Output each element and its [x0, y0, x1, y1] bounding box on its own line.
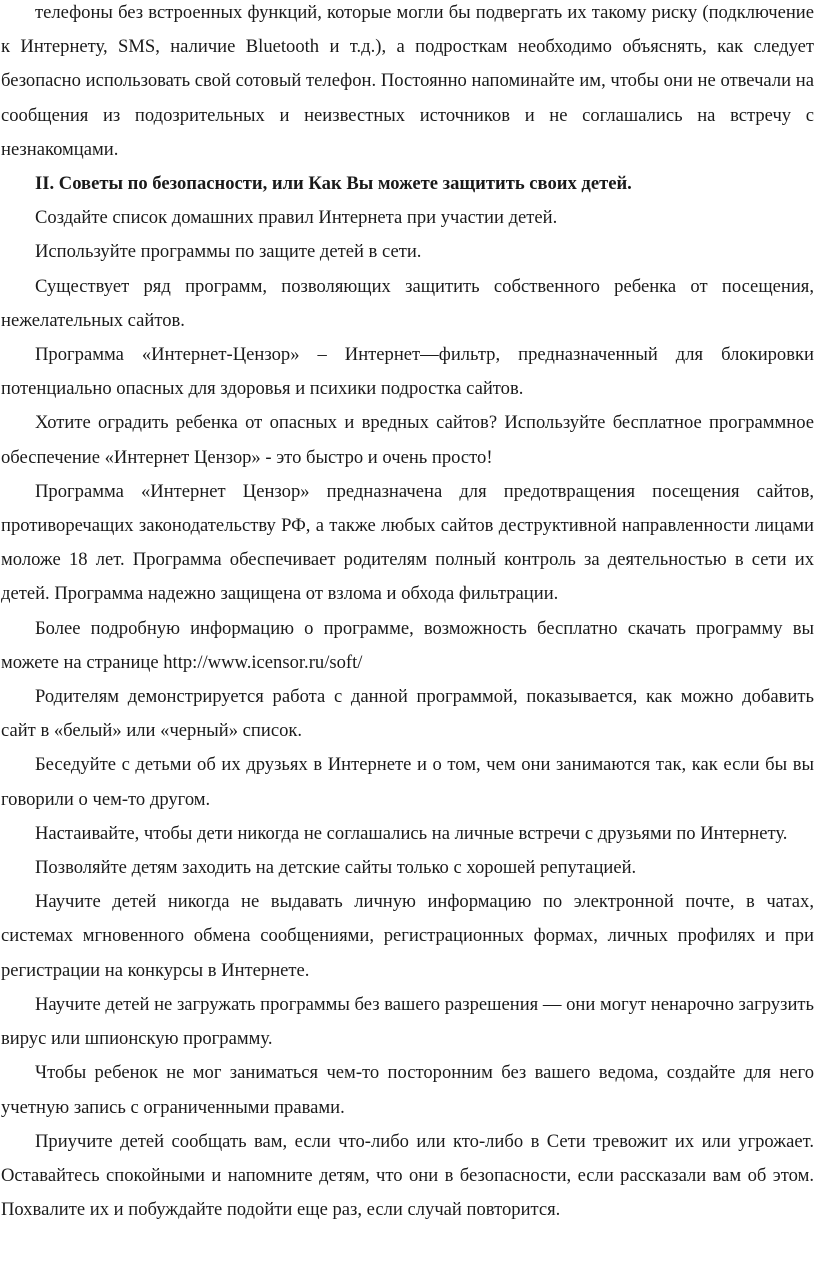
paragraph: Приучите детей сообщать вам, если что-либо или кто-либо в Сети тревожит их или угрожает. Оставайтесь спокойными и напомните детям, что они в безопасности, если рассказали вам об этом. Похвалите их и побуждайте подойти еще раз, если случай повторится. — [1, 1130, 814, 1221]
paragraph: Программа «Интернет-Цензор» – Интернет—фильтр, предназначенный для блокировки потенциально опасных для здоровья и психики подростка сайтов. — [1, 344, 814, 400]
paragraph: Беседуйте с детьми об их друзьях в Интернете и о том, чем они занимаются так, как если бы вы говорили о чем-то другом. — [1, 754, 814, 810]
paragraph: Позволяйте детям заходить на детские сайты только с хорошей репутацией. — [35, 857, 637, 879]
paragraph: Научите детей не загружать программы без вашего разрешения — они могут ненарочно загрузить вирус или шпионскую программу. — [1, 993, 814, 1050]
paragraph: Используйте программы по защите детей в сети. — [35, 241, 422, 263]
paragraph: Настаивайте, чтобы дети никогда не соглашались на личные встречи с друзьями по Интернету. — [35, 822, 788, 844]
paragraph: Создайте список домашних правил Интернета при участии детей. — [35, 207, 558, 229]
paragraph: Программа «Интернет Цензор» предназначена для предотвращения посещения сайтов, противоречащих законодательству РФ, а также любых сайтов деструктивной направленности лицами моложе 18 лет. Программа обеспечивает родителям полный контроль за деятельностью в сети их детей. Программа надежно защищена от взлома и обхода фильтрации. — [1, 480, 814, 605]
section-heading: II. Советы по безопасности, или Как Вы можете защитить своих детей. — [35, 173, 632, 195]
paragraph-continuation: телефоны без встроенных функций, которые могли бы подвергать их такому риску (подключение к Интернету, SMS, наличие Bluetooth и т.д.), а подросткам необходимо объяснять, как следует безопасно использовать свой сотовый телефон. Постоянно напоминайте им, чтобы они не отвечали на сообщения из подозрительных и неизвестных источников и не соглашались на встречу с незнакомцами. — [1, 2, 814, 160]
paragraph: Хотите оградить ребенка от опасных и вредных сайтов? Используйте бесплатное программное обеспечение «Интернет Цензор» - это быстро и очень просто! — [1, 412, 814, 468]
paragraph-with-link: Более подробную информацию о программе, возможность бесплатно скачать программу вы можете на странице http://www.icensor.ru/soft/ — [1, 617, 814, 673]
paragraph: Научите детей никогда не выдавать личную информацию по электронной почте, в чатах, системах мгновенного обмена сообщениями, регистрационных формах, личных профилях и при регистрации на конкурсы в Интернете. — [1, 891, 814, 981]
paragraph: Чтобы ребенок не мог заниматься чем-то посторонним без вашего ведома, создайте для него учетную запись с ограниченными правами. — [1, 1062, 814, 1118]
paragraph: Родителям демонстрируется работа с данной программой, показывается, как можно добавить сайт в «белый» или «черный» список. — [1, 686, 814, 742]
paragraph: Существует ряд программ, позволяющих защитить собственного ребенка от посещения, нежелательных сайтов. — [1, 275, 814, 331]
